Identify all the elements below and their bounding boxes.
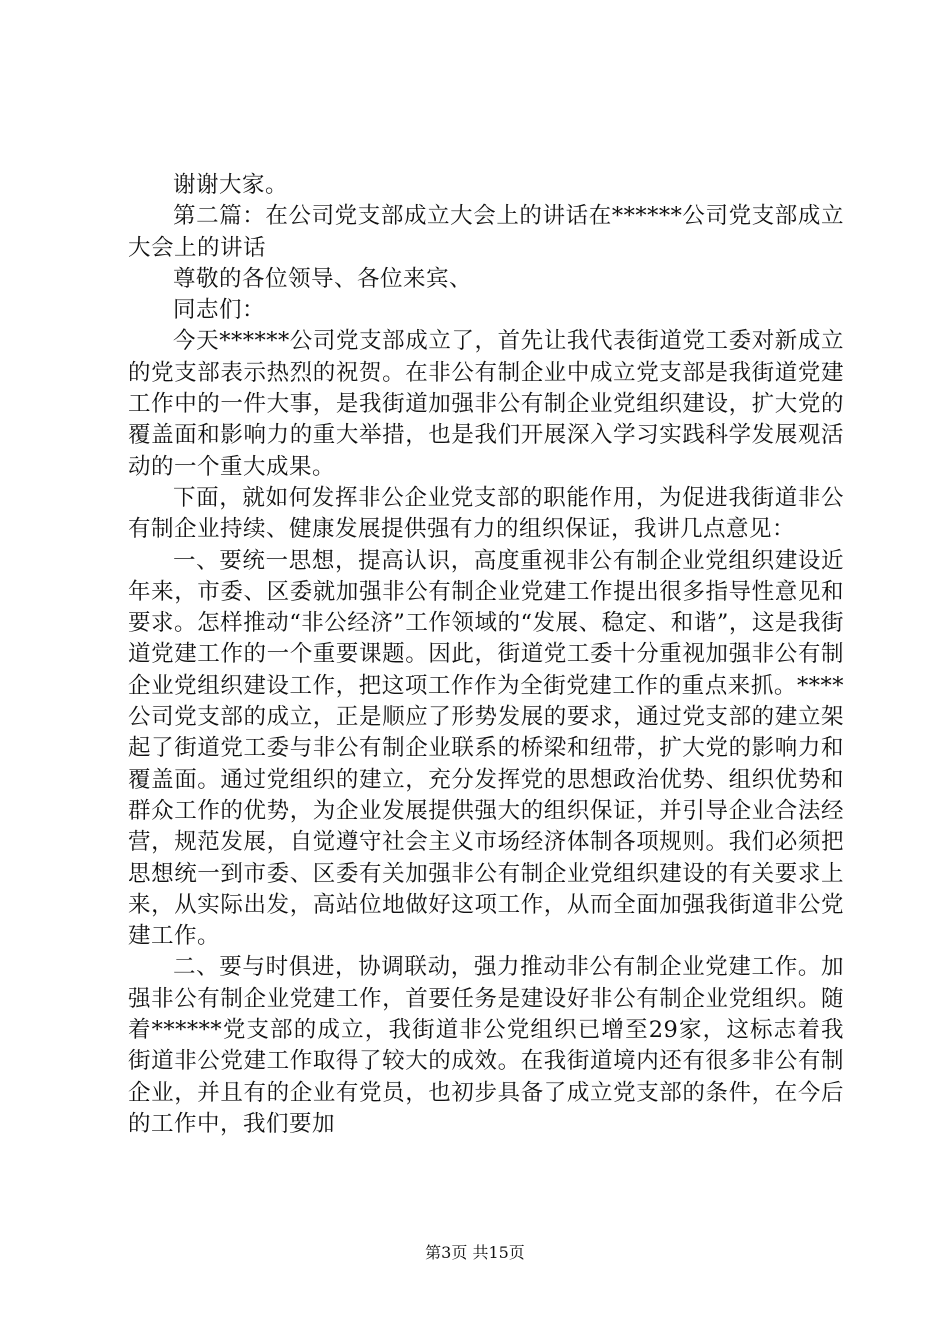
paragraph-point-two: 二、要与时俱进，协调联动，强力推动非公有制企业党建工作。加强非公有制企业党建工作，首要任务是建设好非公有制企业党组织。随着******党支部的成立，我街道非公党组织已增至29家，这标志着我街道非公党建工作取得了较大的成效。在我街道境内还有很多非公有制企业，并且有的企业有党员，也初步具备了成立党支部的条件，在今后的工作中，我们要加: [128, 954, 844, 1137]
paragraph-closing-thanks: 谢谢大家。: [173, 172, 289, 198]
paragraph-point-one: 一、要统一思想，提高认识，高度重视非公有制企业党组织建设近年来，市委、区委就加强非公有制企业党建工作提出很多指导性意见和要求。怎样推动“非公经济”工作领域的“发展、稳定、和谐”，这是我街道党建工作的一个重要课题。因此，街道党工委十分重视加强非公有制企业党组织建设工作，把这项工作作为全街党建工作的重点来抓。****公司党支部的成立，正是顺应了形势发展的要求，通过党支部的建立架起了街道党工委与非公有制企业联系的桥梁和纽带，扩大党的影响力和覆盖面。通过党组织的建立，充分发挥党的思想政治优势、组织优势和群众工作的优势，为企业发展提供强大的组织保证，并引导企业合法经营，规范发展，自觉遵守社会主义市场经济体制各项规则。我们必须把思想统一到市委、区委有关加强非公有制企业党组织建设的有关要求上来，从实际出发，高站位地做好这项工作，从而全面加强我街道非公党建工作。: [128, 547, 844, 950]
paragraph-salutation-comrades: 同志们：: [173, 297, 266, 324]
document-body: [128, 170, 844, 1140]
paragraph-introduction: 下面，就如何发挥非公企业党支部的职能作用，为促进我街道非公有制企业持续、健康发展提供强有力的组织保证，我讲几点意见：: [128, 484, 844, 543]
paragraph-salutation: 尊敬的各位领导、各位来宾、: [173, 265, 473, 292]
paragraph-opening: 今天******公司党支部成立了，首先让我代表街道党工委对新成立的党支部表示热烈的祝贺。在非公有制企业中成立党支部是我街道党建工作中的一件大事，是我街道加强非公有制企业党组织建设，扩大党的覆盖面和影响力的重大举措，也是我们开展深入学习实践科学发展观活动的一个重大成果。: [128, 328, 844, 480]
page-number-footer: 第3页 共15页: [425, 1243, 525, 1262]
paragraph-section-title: 第二篇：在公司党支部成立大会上的讲话在******公司党支部成立大会上的讲话: [128, 203, 844, 261]
